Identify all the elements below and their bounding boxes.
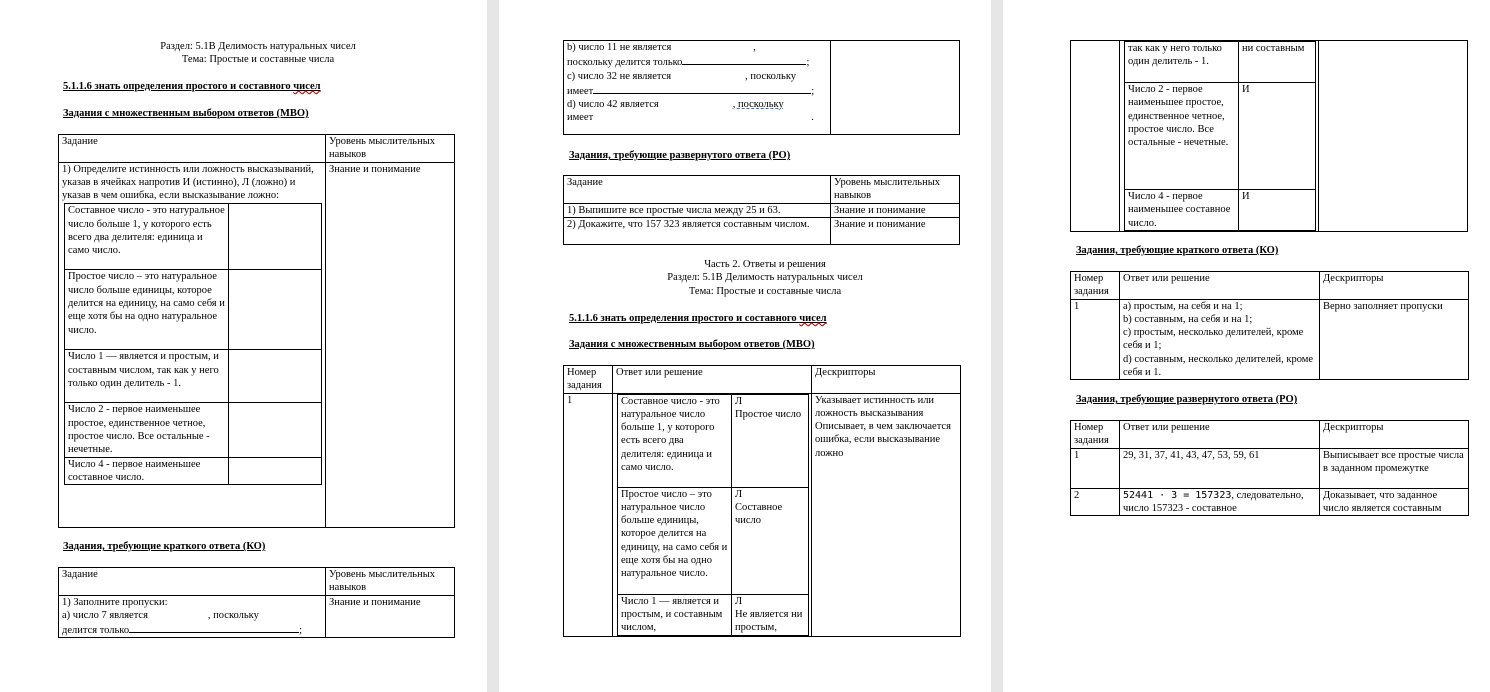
ro-task-2: 2) Докажите, что 157 323 является составным числом. <box>564 217 831 244</box>
ko-level: Знание и понимание <box>326 595 455 638</box>
mcq-answer-cell <box>613 393 812 636</box>
answer-verdict-2: Л Составное число <box>732 487 809 594</box>
fill-blank[interactable] <box>682 54 806 65</box>
answer-cell-1[interactable] <box>229 204 322 270</box>
ro-task-1: 1) Выпишите все простые числа между 25 и 63. <box>564 203 831 217</box>
ko-task1-cont <box>564 41 831 135</box>
fill-blank[interactable] <box>129 622 299 633</box>
mcq-answer-table-cont <box>1070 40 1468 232</box>
answer-statement-3: Число 1 — является и простым, и составным числом, <box>618 594 732 635</box>
ko-task1-cell <box>59 595 326 638</box>
ro-answers-heading: Задания, требующие развернутого ответа (РО) <box>1076 394 1298 405</box>
mcq-answer-table <box>563 365 961 637</box>
topic-title: Тема: Простые и составные числа <box>688 286 842 297</box>
ro-descriptor-2: Доказывает, что заданное число является составным <box>1320 488 1469 516</box>
ko-task-table <box>58 567 455 638</box>
ro-answer-2 <box>1120 488 1320 516</box>
ko-task1-intro: 1) Заполните пропуски: <box>62 596 168 608</box>
answer-verdict-1: Л Простое число <box>732 394 809 487</box>
document-page-1 <box>0 0 487 692</box>
col-header-task: Задание <box>59 135 326 163</box>
document-page-3 <box>1003 0 1490 692</box>
col-header-answer: Ответ или решение <box>1120 272 1320 300</box>
ro-heading: Задания, требующие развернутого ответа (РО) <box>569 150 791 161</box>
learning-objective <box>63 80 463 93</box>
section-title: Раздел: 5.1В Делимость натуральных чисел <box>160 41 356 52</box>
col-header-number: Номер задания <box>1071 421 1120 449</box>
mcq-descriptor: Указывает истинность или ложность высказывания Описывает, в чем заключается ошибка, если высказывание ложно <box>812 393 961 636</box>
statement-2: Простое число – это натуральное число больше единицы, которое делится на единицу, на само себя и еще хотя бы на одно натуральное число. <box>65 270 229 350</box>
ro-answer-1: 29, 31, 37, 41, 43, 47, 53, 59, 61 <box>1120 448 1320 488</box>
ko-item-a-cont: делится только ; <box>62 622 322 637</box>
answer-cell-5[interactable] <box>229 457 322 485</box>
col-header-answer: Ответ или решение <box>1120 421 1320 449</box>
document-page-2 <box>499 0 991 692</box>
col-header-descriptors: Дескрипторы <box>812 366 961 394</box>
ko-answer-number: 1 <box>1071 299 1120 380</box>
mcq-answer-inner-cont <box>1124 41 1316 231</box>
objective-tail: чисел <box>799 313 827 324</box>
ko-answer-table <box>1070 271 1469 380</box>
ro-descriptor-1: Выписывает все простые числа в заданном промежутке <box>1320 448 1469 488</box>
ko-descriptor: Верно заполняет пропуски <box>1320 299 1469 380</box>
col-header-descriptors: Дескрипторы <box>1320 421 1469 449</box>
ko-level-cont <box>831 41 960 135</box>
fill-blank[interactable] <box>593 83 811 94</box>
ko-answers-heading: Задания, требующие краткого ответа (КО) <box>1076 245 1279 256</box>
ko-task-table-cont <box>563 40 960 135</box>
answer-verdict-4: И <box>1239 83 1316 190</box>
col-header-level: Уровень мыслительных навыков <box>326 568 455 596</box>
statement-4: Число 2 - первое наименьшее простое, единственное четное, простое число. Все остальные - нечетные. <box>65 403 229 457</box>
statement-3: Число 1 — является и простым, и составным числом, так как у него только один делитель - 1. <box>65 350 229 403</box>
answer-statement-3-cont: так как у него только один делитель - 1. <box>1125 42 1239 83</box>
answer-verdict-3-cont: ни составным <box>1239 42 1316 83</box>
answer-cell-4[interactable] <box>229 403 322 457</box>
answer-verdict-3: Л Не является ни простым, <box>732 594 809 635</box>
col-header-answer: Ответ или решение <box>613 366 812 394</box>
ko-item-a: a) число 7 является , поскольку <box>62 609 259 621</box>
ko-item-b: b) число 11 не является , <box>567 42 756 53</box>
task1-cell <box>59 162 326 527</box>
statements-table <box>64 203 322 485</box>
objective-text: 5.1.1.6 знать определения простого и составного <box>63 81 294 92</box>
answer-verdict-5: И <box>1239 190 1316 231</box>
ro-answer-number-2: 2 <box>1071 488 1120 516</box>
ro-level-2: Знание и понимание <box>831 217 960 244</box>
mcq-task-table <box>58 134 455 528</box>
col-header-number: Номер задания <box>564 366 613 394</box>
ro-answer-2-formula: 52441 · 3 = 157323 <box>1123 489 1232 501</box>
statement-5: Число 4 - первое наименьшее составное число. <box>65 457 229 485</box>
col-header-task: Задание <box>59 568 326 596</box>
answers-title: Часть 2. Ответы и решения <box>704 259 826 270</box>
col-header-level: Уровень мыслительных навыков <box>831 176 960 204</box>
ro-task-table <box>563 175 960 245</box>
answer-statement-4: Число 2 - первое наименьшее простое, единственное четное, простое число. Все остальные - нечетные. <box>1125 83 1239 190</box>
answer-statement-5: Число 4 - первое наименьшее составное число. <box>1125 190 1239 231</box>
col-header-descriptors: Дескрипторы <box>1320 272 1469 300</box>
objective-tail: чисел <box>293 81 321 92</box>
mcq-heading: Задания с множественным выбором ответов (МВО) <box>569 339 815 350</box>
answer-cell-2[interactable] <box>229 270 322 350</box>
topic-title: Тема: Простые и составные числа <box>181 54 335 65</box>
answer-statement-2: Простое число – это натуральное число больше единицы, которое делится на единицу, на само себя и еще хотя бы на одно натуральное число. <box>618 487 732 594</box>
col-header-number: Номер задания <box>1071 272 1120 300</box>
ko-item-d: d) число 42 является , поскольку <box>567 99 784 111</box>
ro-level-1: Знание и понимание <box>831 203 960 217</box>
ko-answer: a) простым, на себя и на 1; b) составным, на себя и на 1; c) простым, несколько делителей, кроме себя и 1; d) составным, несколько делителей, кроме себя и 1. <box>1120 299 1320 380</box>
ro-answer-number-1: 1 <box>1071 448 1120 488</box>
ko-item-c: c) число 32 не является , поскольку <box>567 70 797 82</box>
learning-objective <box>569 312 969 325</box>
section-title: Раздел: 5.1В Делимость натуральных чисел <box>667 272 863 283</box>
statement-1: Составное число - это натуральное число больше 1, у которого есть всего два делителя: единица и само число. <box>65 204 229 270</box>
ro-answer-2-text: , следовательно, число 157323 - составное <box>1123 489 1304 514</box>
mcq-heading: Задания с множественным выбором ответов (МВО) <box>63 108 309 119</box>
mcq-number-cont <box>1071 41 1120 232</box>
answer-statement-1: Составное число - это натуральное число больше 1, у которого есть всего два делителя: единица и само число. <box>618 394 732 487</box>
answer-cell-3[interactable] <box>229 350 322 403</box>
mcq-number: 1 <box>564 393 613 636</box>
mcq-answer-cell-cont <box>1120 41 1319 232</box>
mcq-descriptor-cont <box>1319 41 1468 232</box>
ko-heading: Задания, требующие краткого ответа (КО) <box>63 541 266 552</box>
mcq-answer-inner <box>617 394 809 636</box>
objective-text: 5.1.1.6 знать определения простого и составного <box>569 313 800 324</box>
ko-item-d-cont: имеет . <box>567 112 814 124</box>
col-header-task: Задание <box>564 176 831 204</box>
task1-level: Знание и понимание <box>326 162 455 527</box>
col-header-level: Уровень мыслительных навыков <box>326 135 455 163</box>
task1-text: 1) Определите истинность или ложность высказываний, указав в ячейках напротив И (истинно), Л (ложно) и указав в чем ошибка, если высказывание ложно: <box>62 163 314 202</box>
ko-item-b-cont: поскольку делится только ; <box>567 54 827 69</box>
ro-answer-table <box>1070 420 1469 516</box>
ko-item-c-cont: имеет ; <box>567 83 827 98</box>
